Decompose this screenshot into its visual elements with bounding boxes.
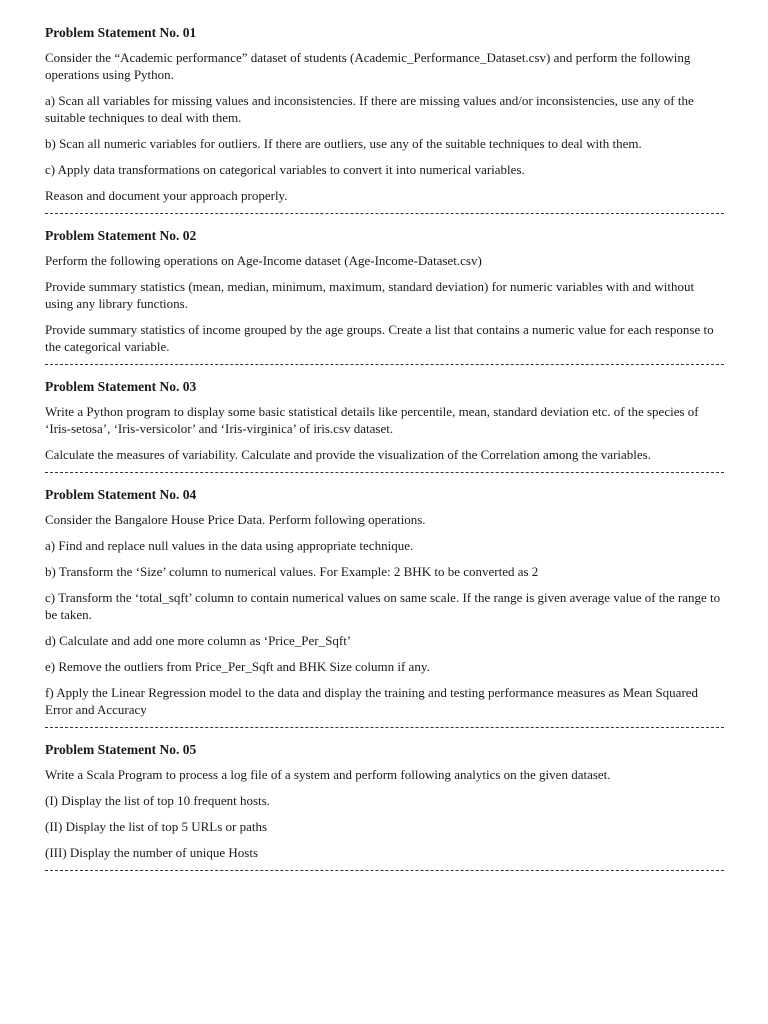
problem-paragraph: Calculate the measures of variability. Calculate and provide the visualization of the Correlation among the variables.: [45, 447, 651, 462]
problem-paragraph: a) Find and replace null values in the data using appropriate technique.: [45, 538, 414, 553]
dashed-divider: [45, 364, 724, 365]
dashed-divider: [45, 472, 724, 473]
problem-paragraph: d) Calculate and add one more column as ‘Price_Per_Sqft’: [45, 633, 352, 648]
problem-paragraph: (III) Display the number of unique Hosts: [45, 845, 259, 860]
problem-heading: Problem Statement No. 02: [45, 228, 197, 243]
problem-statement-03: [45, 378, 724, 463]
problem-paragraph: Reason and document your approach properly.: [45, 188, 288, 203]
problem-statement-04: [45, 486, 724, 718]
problem-heading: Problem Statement No. 04: [45, 487, 197, 502]
problem-paragraph: f) Apply the Linear Regression model to the data and display the training and testing performance measures as Mean Squared Error and Accuracy: [45, 685, 699, 717]
problem-paragraph: (I) Display the list of top 10 frequent hosts.: [45, 793, 270, 808]
problem-paragraph: b) Scan all numeric variables for outliers. If there are outliers, use any of the suitable techniques to deal with them.: [45, 136, 642, 151]
problem-paragraph: Consider the Bangalore House Price Data. Perform following operations.: [45, 512, 426, 527]
problem-paragraph: c) Transform the ‘total_sqft’ column to contain numerical values on same scale. If the range is given average value of the range to be taken.: [45, 590, 721, 622]
problem-paragraph: Write a Python program to display some basic statistical details like percentile, mean, standard deviation etc. of the species of ‘Iris-setosa’, ‘Iris-versicolor’ and ‘Iris-virginica’ of iris.csv dataset.: [45, 404, 699, 436]
dashed-divider: [45, 727, 724, 728]
problem-paragraph: a) Scan all variables for missing values and inconsistencies. If there are missing values and/or inconsistencies, use any of the suitable techniques to deal with them.: [45, 93, 694, 125]
problem-paragraph: Provide summary statistics of income grouped by the age groups. Create a list that contains a numeric value for each response to the categorical variable.: [45, 322, 714, 354]
problem-statement-01: [45, 24, 724, 204]
problem-paragraph: Provide summary statistics (mean, median, minimum, maximum, standard deviation) for numeric variables with and without using any library functions.: [45, 279, 695, 311]
dashed-divider: [45, 213, 724, 214]
problem-heading: Problem Statement No. 05: [45, 742, 197, 757]
problem-heading: Problem Statement No. 01: [45, 25, 197, 40]
problem-paragraph: Write a Scala Program to process a log file of a system and perform following analytics on the given dataset.: [45, 767, 611, 782]
problem-paragraph: Consider the “Academic performance” dataset of students (Academic_Performance_Dataset.csv) and perform the following operations using Python.: [45, 50, 691, 82]
problem-paragraph: c) Apply data transformations on categorical variables to convert it into numerical variables.: [45, 162, 525, 177]
problem-paragraph: Perform the following operations on Age-Income dataset (Age-Income-Dataset.csv): [45, 253, 482, 268]
problem-paragraph: b) Transform the ‘Size’ column to numerical values. For Example: 2 BHK to be converted as 2: [45, 564, 539, 579]
problem-heading: Problem Statement No. 03: [45, 379, 197, 394]
problem-paragraph: (II) Display the list of top 5 URLs or paths: [45, 819, 268, 834]
dashed-divider: [45, 870, 724, 871]
problem-paragraph: e) Remove the outliers from Price_Per_Sqft and BHK Size column if any.: [45, 659, 430, 674]
problem-statement-05: [45, 741, 724, 861]
problem-statement-02: [45, 227, 724, 355]
